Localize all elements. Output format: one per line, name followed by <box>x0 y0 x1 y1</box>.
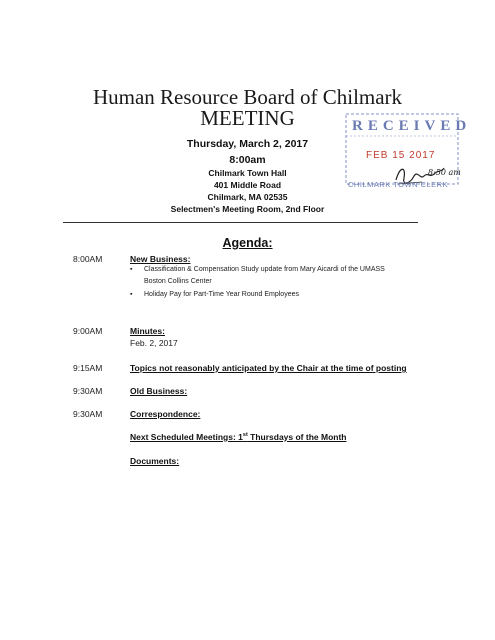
meeting-location: Chilmark Town Hall <box>208 168 287 178</box>
bullet-icon: ▪ <box>130 266 133 273</box>
title-line-2: MEETING <box>200 106 295 130</box>
stamp-date: FEB 15 2017 <box>366 150 436 161</box>
next-meetings-sup: st <box>242 432 248 439</box>
agenda-time: 8:00AM <box>73 254 103 264</box>
agenda-time: 9:00AM <box>73 326 103 336</box>
divider-line <box>63 222 418 223</box>
meeting-room: Selectmen's Meeting Room, 2nd Floor <box>170 204 325 214</box>
agenda-heading-old-business: Old Business: <box>130 386 188 396</box>
agenda-heading-minutes: Minutes: <box>130 326 165 336</box>
minutes-date: Feb. 2, 2017 <box>130 338 178 348</box>
meeting-time: 8:00am <box>229 154 266 166</box>
bullet-item <box>130 266 385 273</box>
bullet-continuation: Boston Collins Center <box>144 278 212 285</box>
stamp-clerk: CHILMARK TOWN CLERK <box>348 180 449 189</box>
bullet-icon: ▪ <box>130 291 133 298</box>
meeting-address-1: 401 Middle Road <box>213 180 282 190</box>
agenda-heading-topics: Topics not reasonably anticipated by the Chair at the time of posting <box>130 363 407 373</box>
next-meetings <box>130 432 346 442</box>
agenda-time: 9:15AM <box>73 363 103 373</box>
next-meetings-prefix: Next Scheduled Meetings: 1 <box>130 432 243 442</box>
meeting-date: Thursday, March 2, 2017 <box>186 138 309 150</box>
bullet-item <box>130 291 299 298</box>
meeting-address-2: Chilmark, MA 02535 <box>207 192 288 202</box>
stamp-received-text: RECEIVED <box>352 118 472 134</box>
bullet-text: Classification & Compensation Study update from Mary Aicardi of the UMASS <box>144 266 385 273</box>
received-stamp <box>334 112 472 194</box>
agenda-heading-correspondence: Correspondence: <box>130 409 201 419</box>
agenda-title: Agenda: <box>222 236 273 250</box>
documents-heading: Documents: <box>130 456 180 466</box>
agenda-time: 9:30AM <box>73 386 103 396</box>
stamp-time-note: 8:50 am <box>428 168 461 177</box>
bullet-text: Holiday Pay for Part-Time Year Round Employees <box>144 291 299 298</box>
next-meetings-suffix: Thursdays of the Month <box>247 432 347 442</box>
agenda-heading-new-business: New Business: <box>130 254 191 264</box>
agenda-time: 9:30AM <box>73 409 103 419</box>
title-line-1: Human Resource Board of Chilmark <box>92 85 403 109</box>
